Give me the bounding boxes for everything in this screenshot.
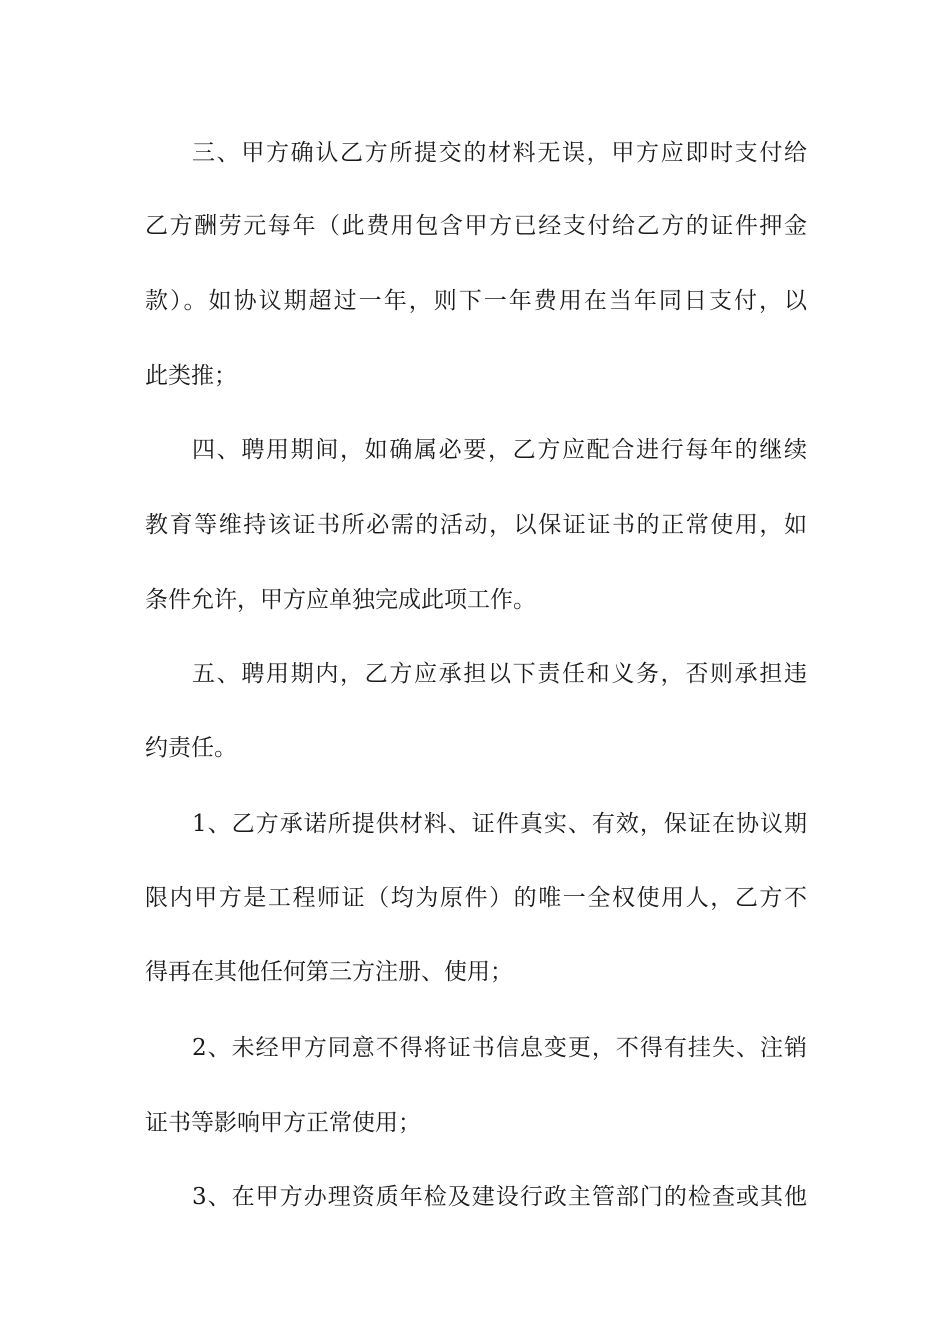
item-2-line-1: 2、未经甲方同意不得将证书信息变更，不得有挂失、注销 — [192, 1035, 807, 1061]
clause-5-line-1: 五、聘用期内，乙方应承担以下责任和义务，否则承担违 — [192, 661, 807, 687]
clause-3-line-3: 款）。如协议期超过一年，则下一年费用在当年同日支付，以 — [145, 288, 807, 314]
item-1-line-1: 1、乙方承诺所提供材料、证件真实、有效，保证在协议期 — [192, 811, 807, 837]
item-1-line-3: 得再在其他任何第三方注册、使用； — [145, 959, 513, 985]
item-2-line-2: 证书等影响甲方正常使用； — [145, 1110, 421, 1136]
clause-4-line-2: 教育等维持该证书所必需的活动，以保证证书的正常使用，如 — [145, 512, 807, 538]
clause-4-line-3: 条件允许，甲方应单独完成此项工作。 — [145, 587, 536, 613]
item-1-line-2: 限内甲方是工程师证（均为原件）的唯一全权使用人，乙方不 — [145, 885, 807, 911]
clause-4-line-1: 四、聘用期间，如确属必要，乙方应配合进行每年的继续 — [192, 437, 807, 463]
clause-5-line-2: 约责任。 — [145, 735, 237, 761]
clause-3-line-4: 此类推； — [145, 363, 237, 389]
clause-3-line-2: 乙方酬劳元每年（此费用包含甲方已经支付给乙方的证件押金 — [145, 213, 807, 239]
clause-3-line-1: 三、甲方确认乙方所提交的材料无误，甲方应即时支付给 — [192, 140, 807, 166]
item-3-line-1: 3、在甲方办理资质年检及建设行政主管部门的检查或其他 — [192, 1184, 807, 1210]
